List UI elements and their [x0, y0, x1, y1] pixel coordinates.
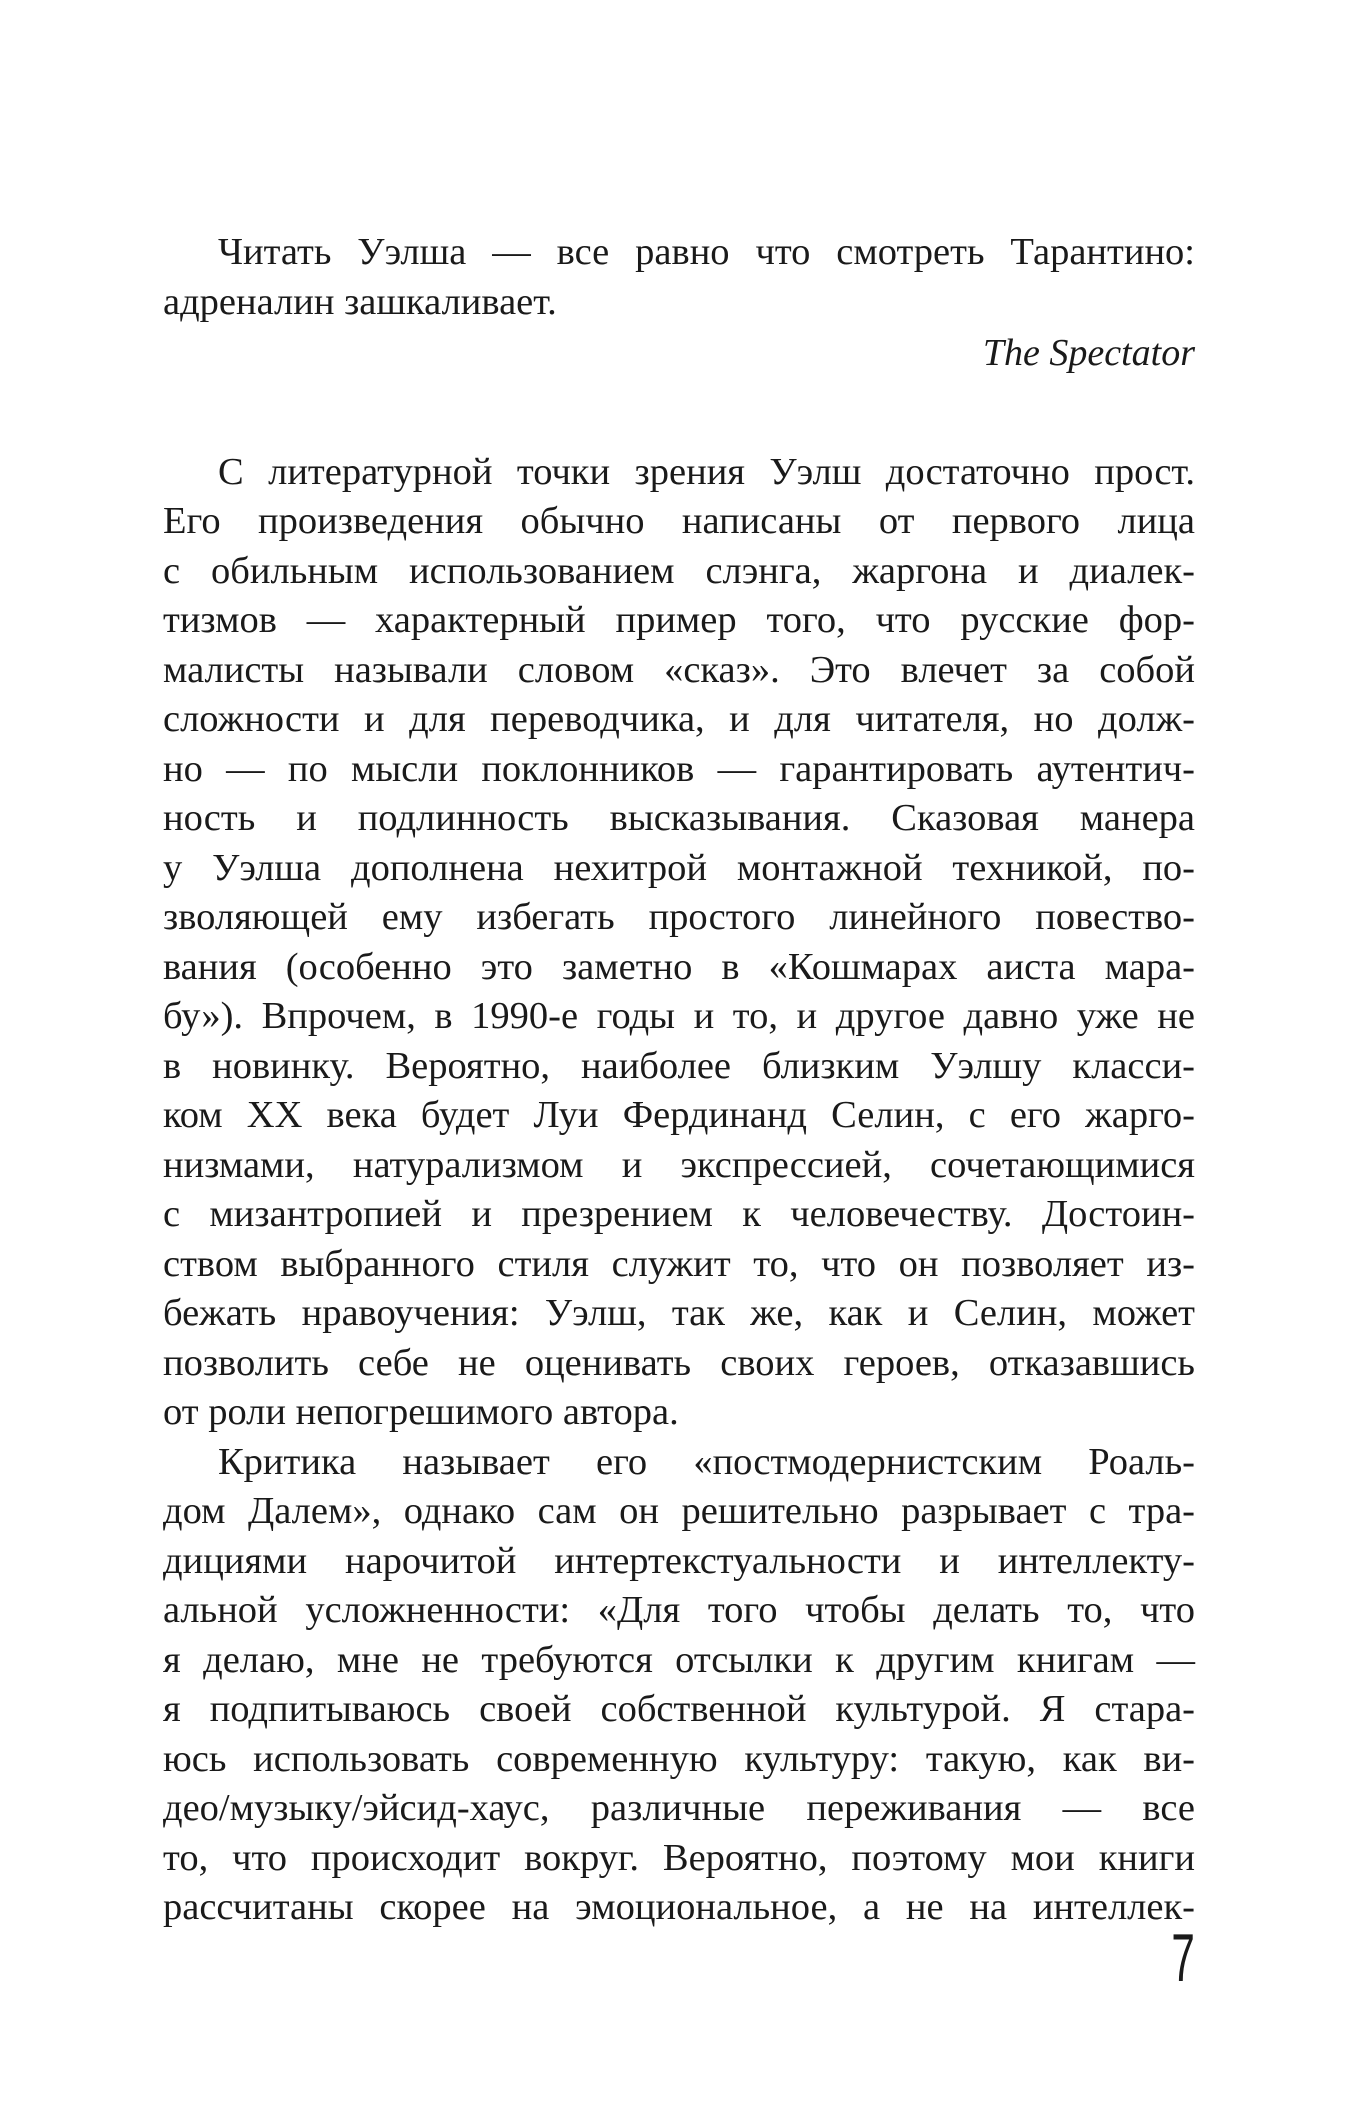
text-line: от роли непогрешимого автора. — [163, 1391, 679, 1433]
text-line: сложности и для переводчика, и для читателя, но долж- — [163, 698, 1195, 740]
text-line: то, что происходит вокруг. Вероятно, поэтому мои книги — [163, 1836, 1195, 1879]
epigraph-line: Читать Уэлша — все равно что смотреть Тарантино: — [218, 231, 1195, 273]
text-line: бежать нравоучения: Уэлш, так же, как и Селин, может — [163, 1292, 1195, 1334]
text-line: в новинку. Вероятно, наиболее близким Уэлшу класси- — [163, 1044, 1195, 1087]
text-line: я делаю, мне не требуются отсылки к другим книгам — — [163, 1638, 1195, 1681]
text-line: ность и подлинность высказывания. Сказовая манера — [163, 797, 1195, 839]
text-line: рассчитаны скорее на эмоциональное, а не на интеллек- — [163, 1886, 1195, 1928]
essay-text — [163, 448, 1195, 1933]
text-line: Его произведения обычно написаны от первого лица — [163, 500, 1195, 542]
page-body — [163, 228, 1195, 1933]
text-line: дициями нарочитой интертекстуальности и интеллекту- — [163, 1539, 1195, 1582]
text-line: я подпитываюсь своей собственной культурой. Я стара- — [163, 1688, 1195, 1730]
text-line: зволяющей ему избегать простого линейного повество- — [163, 896, 1195, 938]
text-line: бу»). Впрочем, в 1990-е годы и то, и другое давно уже не — [163, 995, 1195, 1037]
page-number: 7 — [1171, 1920, 1195, 1996]
text-line: ком XX века будет Луи Фердинанд Селин, с его жарго- — [163, 1094, 1195, 1136]
text-line: юсь использовать современную культуру: такую, как ви- — [163, 1737, 1195, 1780]
text-line: но — по мысли поклонников — гарантировать аутентич- — [163, 747, 1195, 790]
epigraph-line: адреналин зашкаливает. — [163, 280, 557, 323]
text-line: С литературной точки зрения Уэлш достаточно прост. — [218, 450, 1195, 493]
text-line: малисты называли словом «сказ». Это влечет за собой — [163, 648, 1195, 691]
text-line: тизмов — характерный пример того, что русские фор- — [163, 599, 1195, 641]
text-line: позволить себе не оценивать своих героев, отказавшись — [163, 1341, 1195, 1384]
text-line: вания (особенно это заметно в «Кошмарах аиста мара- — [163, 945, 1195, 988]
text-line: у Уэлша дополнена нехитрой монтажной техникой, по- — [163, 846, 1195, 889]
text-line: Критика называет его «постмодернистским Роаль- — [218, 1440, 1195, 1483]
text-line: с мизантропией и презрением к человечеству. Достоин- — [163, 1193, 1195, 1235]
paragraph-1 — [163, 448, 1195, 1438]
text-line: низмами, натурализмом и экспрессией, сочетающимися — [163, 1143, 1195, 1186]
epigraph — [163, 228, 1195, 379]
text-line: с обильным использованием слэнга, жаргона и диалек- — [163, 549, 1195, 592]
text-line: альной усложненности: «Для того чтобы делать то, что — [163, 1589, 1195, 1631]
epigraph-source: The Spectator — [982, 332, 1195, 374]
text-line: део/музыку/эйсид-хаус, различные переживания — все — [163, 1787, 1195, 1829]
paragraph-2 — [163, 1438, 1195, 1933]
text-line: дом Далем», однако сам он решительно разрывает с тра- — [163, 1490, 1195, 1532]
text-line: ством выбранного стиля служит то, что он позволяет из- — [163, 1242, 1195, 1285]
